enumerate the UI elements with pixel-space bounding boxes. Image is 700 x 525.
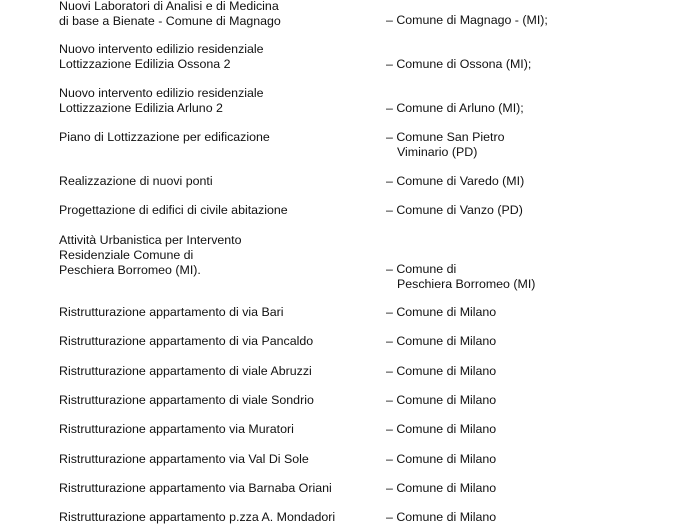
project-location: [386, 334, 686, 349]
project-description: [59, 233, 359, 278]
project-line: Ristrutturazione appartamento di via Pancaldo: [59, 334, 314, 348]
location-line: – Comune di Ossona (MI);: [386, 57, 532, 71]
project-line: Peschiera Borromeo (MI).: [59, 263, 201, 277]
project-line: Attività Urbanistica per Intervento: [59, 233, 242, 247]
location-line: – Comune di Milano: [386, 510, 497, 524]
project-description: [59, 0, 359, 29]
location-line: Peschiera Borromeo (MI): [397, 277, 536, 291]
project-location: [386, 101, 686, 116]
project-line: Ristrutturazione appartamento di via Bari: [59, 305, 284, 319]
project-description: [59, 481, 359, 496]
location-line: – Comune di: [386, 262, 457, 276]
project-line: Nuovo intervento edilizio residenziale: [59, 86, 264, 100]
location-line: – Comune di Milano: [386, 305, 497, 319]
project-description: [59, 130, 359, 145]
location-line: – Comune di Milano: [386, 452, 497, 466]
location-line: – Comune di Milano: [386, 334, 497, 348]
project-location: [386, 203, 686, 218]
project-description: [59, 174, 359, 189]
project-location: [386, 452, 686, 467]
project-line: Realizzazione di nuovi ponti: [59, 174, 213, 188]
project-line: Nuovo intervento edilizio residenziale: [59, 42, 264, 56]
project-line: Residenziale Comune di: [59, 248, 194, 262]
project-description: [59, 203, 359, 218]
project-line: Ristrutturazione appartamento via Muratori: [59, 422, 294, 436]
location-line: – Comune di Milano: [386, 481, 497, 495]
project-line: Nuovi Laboratori di Analisi e di Medicina: [59, 0, 279, 13]
project-location: [386, 364, 686, 379]
project-description: [59, 42, 359, 72]
project-line: Lottizzazione Edilizia Ossona 2: [59, 57, 231, 71]
project-description: [59, 334, 359, 349]
project-line: Progettazione di edifici di civile abitazione: [59, 203, 288, 217]
location-line: Viminario (PD): [397, 145, 478, 159]
project-line: Ristrutturazione appartamento di viale Sondrio: [59, 393, 314, 407]
project-line: di base a Bienate - Comune di Magnago: [59, 14, 281, 28]
project-line: Lottizzazione Edilizia Arluno 2: [59, 101, 223, 115]
project-location: [386, 481, 686, 496]
project-description: [59, 510, 359, 525]
project-location: [386, 510, 686, 525]
project-line: Piano di Lottizzazione per edificazione: [59, 130, 270, 144]
project-location: [386, 393, 686, 408]
project-line: Ristrutturazione appartamento via Barnaba Oriani: [59, 481, 332, 495]
location-line: – Comune di Magnago - (MI);: [386, 13, 548, 27]
project-location: [386, 13, 686, 28]
location-line: – Comune San Pietro: [386, 130, 505, 144]
project-line: Ristrutturazione appartamento p.zza A. Mondadori: [59, 510, 336, 524]
location-line: – Comune di Arluno (MI);: [386, 101, 524, 115]
project-location: [386, 262, 686, 292]
project-description: [59, 364, 359, 379]
project-description: [59, 452, 359, 467]
location-line: – Comune di Milano: [386, 364, 497, 378]
project-location: [386, 130, 686, 160]
location-line: – Comune di Vanzo (PD): [386, 203, 523, 217]
project-location: [386, 422, 686, 437]
project-description: [59, 393, 359, 408]
project-location: [386, 174, 686, 189]
project-line: Ristrutturazione appartamento via Val Di Sole: [59, 452, 309, 466]
location-line: – Comune di Varedo (MI): [386, 174, 525, 188]
location-line: – Comune di Milano: [386, 422, 497, 436]
project-description: [59, 86, 359, 116]
project-location: [386, 305, 686, 320]
project-description: [59, 305, 359, 320]
location-line: – Comune di Milano: [386, 393, 497, 407]
project-location: [386, 57, 686, 72]
project-description: [59, 422, 359, 437]
project-line: Ristrutturazione appartamento di viale Abruzzi: [59, 364, 312, 378]
